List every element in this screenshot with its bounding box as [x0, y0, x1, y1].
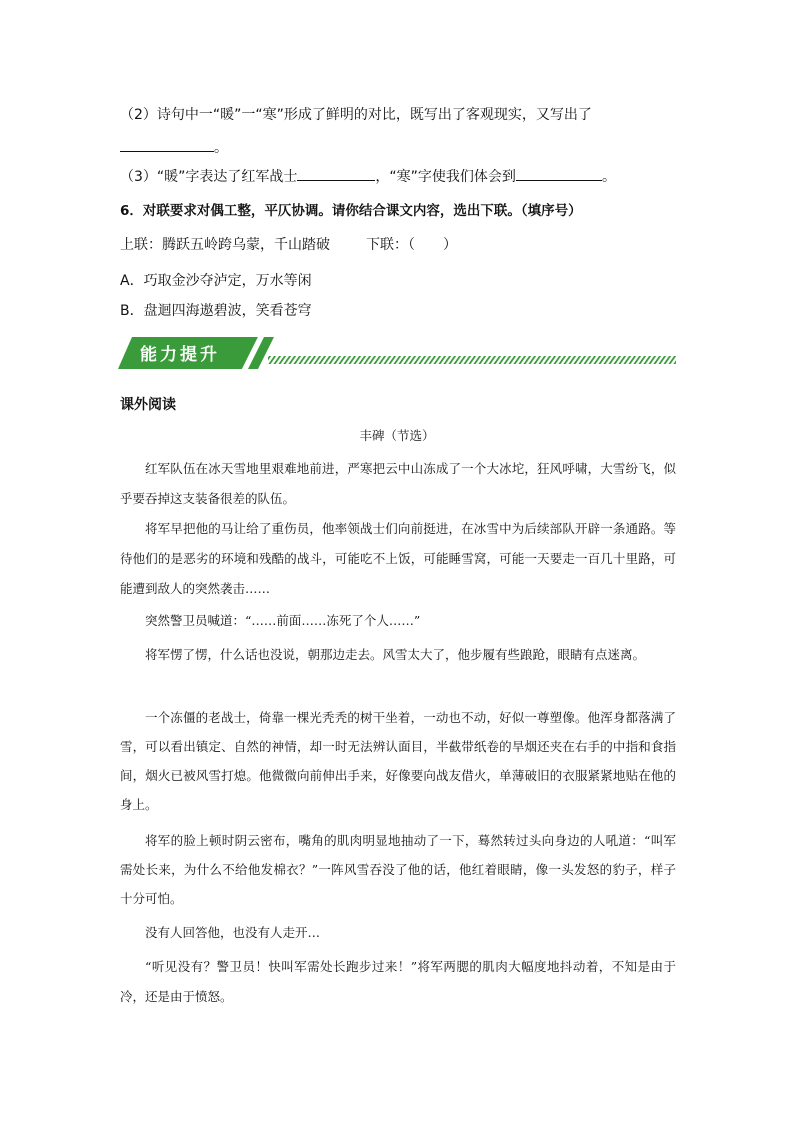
banner-graphic — [118, 336, 678, 370]
banner-label: 能力提升 — [140, 345, 220, 365]
q3-line — [120, 166, 616, 186]
q6-prompt: 6．对联要求对偶工整，平仄协调。请你结合课文内容，选出下联。（填序号） — [120, 203, 582, 219]
section-banner — [118, 336, 678, 370]
q3-part2: ，“寒”字使我们体会到 — [375, 169, 516, 185]
q6-option-b[interactable]: B．盘迴四海遨碧波，笑看苍穹 — [120, 303, 312, 319]
q3-blank-1[interactable] — [297, 168, 375, 181]
reading-paragraph-5: 一个冻僵的老战士，倚靠一棵光秃秃的树干坐着，一动也不动，好似一尊塑像。他浑身都落满了雪，可以看出镇定、自然的神情，却一时无法辨认面目，半截带纸卷的旱烟还夹在右手的中指和食指间，烟火已被风雪打熄。他微微向前伸出手来，好像要向战友借火，单薄破旧的衣服紧紧地贴在他的身上。 — [120, 710, 676, 812]
reading-paragraph-3: 突然警卫员喊道：“……前面……冻死了个人……” — [145, 613, 421, 628]
reading-paragraph-7: 没有人回答他，也没有人走开… — [145, 925, 321, 940]
q6-lower-couplet: 下联：（ ） — [366, 237, 457, 253]
reading-paragraph-1: 红军队伍在冰天雪地里艰难地前进，严寒把云中山冻成了一个大冰坨，狂风呼啸，大雪纷飞，似乎要吞掉这支装备很差的队伍。 — [120, 461, 676, 506]
q6-upper-couplet: 上联：腾跃五岭跨乌蒙，千山踏破 — [120, 237, 330, 253]
q2-answer-blank[interactable] — [120, 139, 214, 152]
reading-paragraph-8: “听见没有？警卫员！快叫军需处长跑步过来！”将军两腮的肌肉大幅度地抖动着，不知是由于冷，还是由于愤怒。 — [120, 959, 676, 1004]
q3-part1: （3）“暖”字表达了红军战士 — [120, 169, 298, 185]
q3-part3: 。 — [601, 169, 616, 185]
q2-line2 — [120, 137, 228, 157]
reading-paragraph-2: 将军早把他的马让给了重伤员，他率领战士们向前挺进，在冰雪中为后续部队开辟一条通路。等待他们的是恶劣的环境和残酷的战斗，可能吃不上饭，可能睡雪窝，可能一天要走一百几十里路，可能遭到敌人的突然袭击…… — [120, 521, 676, 596]
q6-option-a[interactable]: A．巧取金沙夺泸定，万水等闲 — [120, 273, 312, 289]
banner-hatch-stripe — [268, 356, 676, 364]
q2-line2-end: 。 — [214, 140, 228, 156]
reading-title: 丰碑（节选） — [359, 428, 435, 443]
reading-paragraph-6: 将军的脸上顿时阴云密布，嘴角的肌肉明显地抽动了一下，蓦然转过头向身边的人吼道：“叫军需处长来，为什么不给他发棉衣？”一阵风雪吞没了他的话，他红着眼睛，像一头发怒的豹子，样子十分可怕。 — [120, 833, 676, 906]
reading-heading: 课外阅读 — [120, 397, 176, 413]
q3-blank-2[interactable] — [516, 168, 602, 181]
reading-paragraph-4: 将军愣了愣，什么话也没说，朝那边走去。风雪太大了，他步履有些踉跄，眼睛有点迷离。 — [145, 647, 646, 662]
q6-couplets — [120, 234, 457, 254]
q2-line1: （2）诗句中一“暖”一“寒”形成了鲜明的对比，既写出了客观现实，又写出了 — [120, 107, 592, 123]
